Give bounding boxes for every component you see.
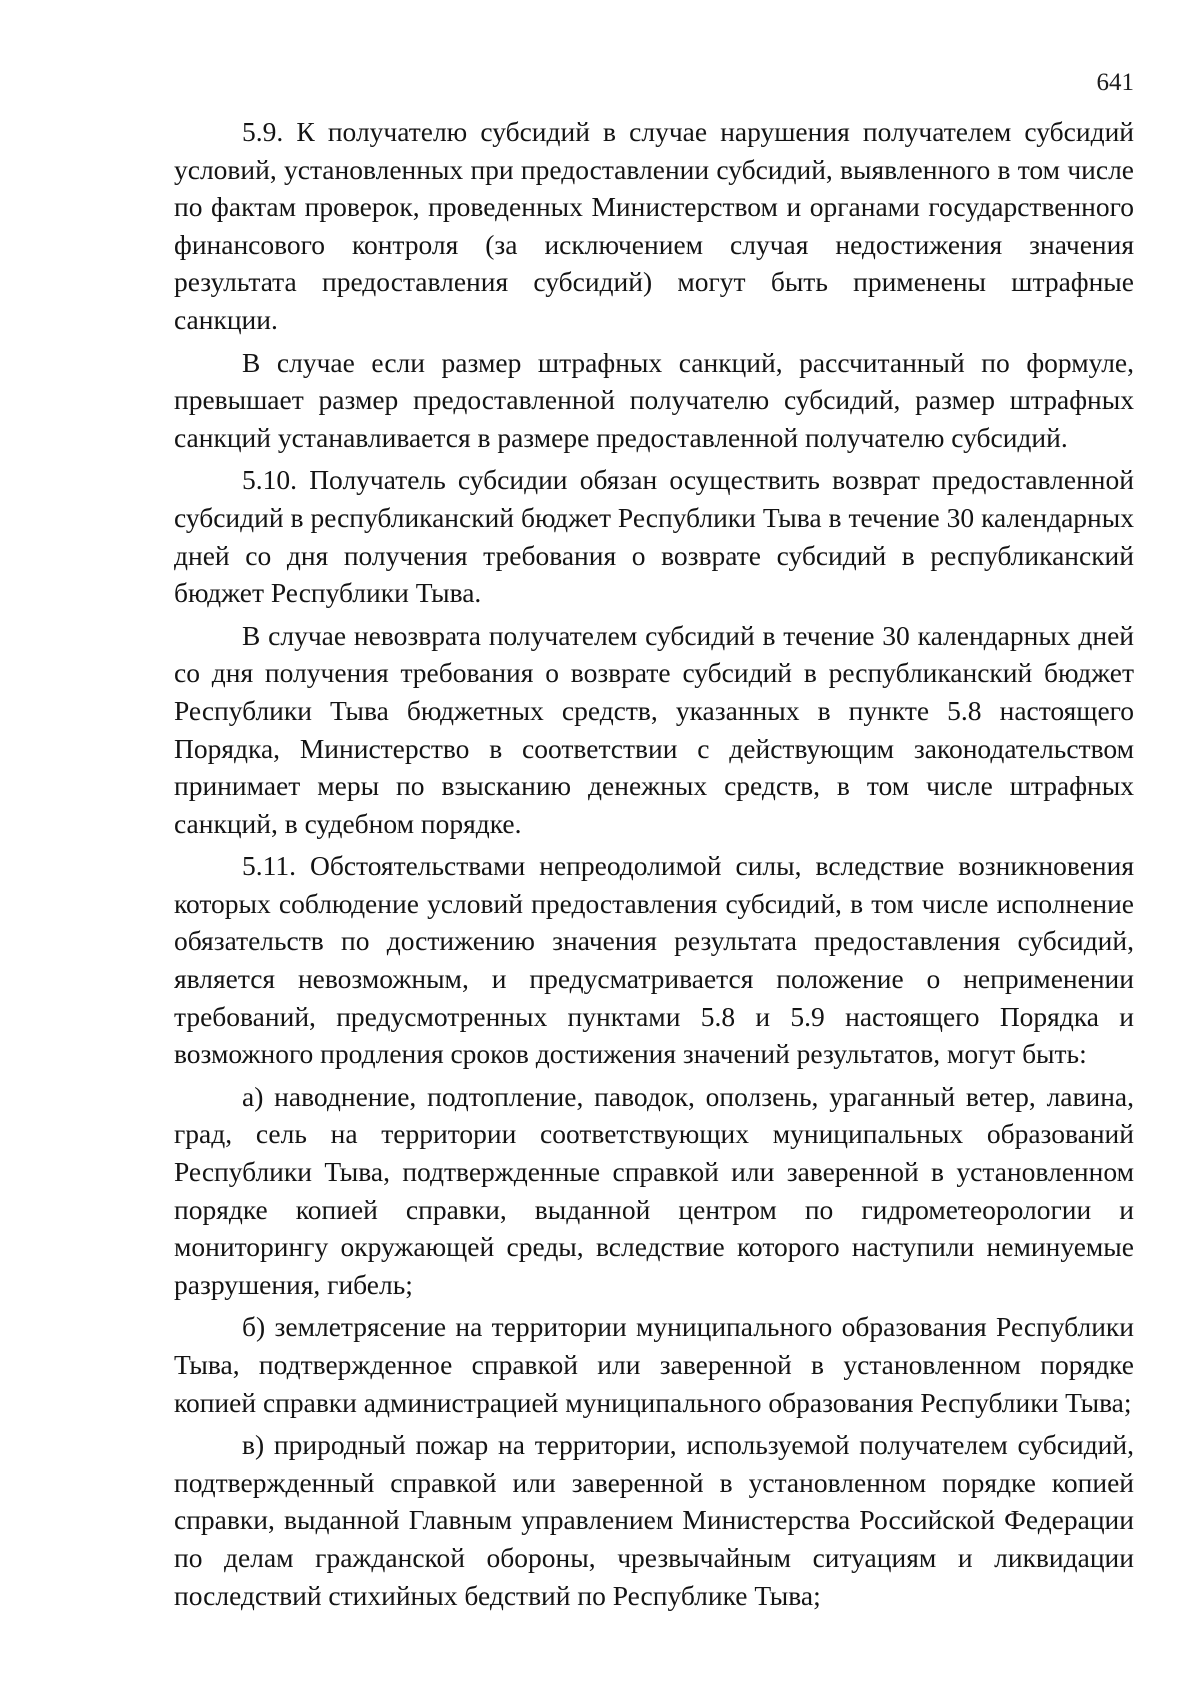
document-body: [174, 113, 1134, 1614]
paragraph-5-10: 5.10. Получатель субсидии обязан осуществить возврат предоставленной субсидий в республиканский бюджет Республики Тыва в течение 30 календарных дней со дня получения требования о возврате субсидий в республиканский бюджет Республики Тыва.: [174, 464, 1134, 609]
list-item-v: в) природный пожар на территории, используемой получателем субсидий, подтвержденный справкой или заверенной в установленном порядке копией справки, выданной Главным управлением Министерства Российской Федерации по делам гражданской обороны, чрезвычайным ситуациям и ликвидации последствий стихийных бедствий по Республике Тыва;: [174, 1429, 1134, 1611]
list-item-b: б) землетрясение на территории муниципального образования Республики Тыва, подтвержденное справкой или заверенной в установленном порядке копией справки администрацией муниципального образования Республики Тыва;: [174, 1311, 1134, 1418]
paragraph-5-11: 5.11. Обстоятельствами непреодолимой силы, вследствие возникновения которых соблюдение условий предоставления субсидий, в том числе исполнение обязательств по достижению значения результата предоставления субсидий, является невозможным, и предусматривается положение о неприменении требований, предусмотренных пунктами 5.8 и 5.9 настоящего Порядка и возможного продления сроков достижения значений результатов, могут быть:: [174, 850, 1134, 1070]
paragraph-5-9: 5.9. К получателю субсидий в случае нарушения получателем субсидий условий, установленных при предоставлении субсидий, выявленного в том числе по фактам проверок, проведенных Министерством и органами государственного финансового контроля (за исключением случая недостижения значения результата предоставления субсидий) могут быть применены штрафные санкции.: [174, 116, 1134, 335]
page-number: 641: [1096, 69, 1134, 96]
list-item-a: а) наводнение, подтопление, паводок, оползень, ураганный ветер, лавина, град, сель на территории соответствующих муниципальных образований Республики Тыва, подтвержденные справкой или заверенной в установленном порядке копией справки, выданной центром по гидрометеорологии и мониторингу окружающей среды, вследствие которого наступили неминуемые разрушения, гибель;: [174, 1080, 1134, 1300]
paragraph-penalty-limit: В случае если размер штрафных санкций, рассчитанный по формуле, превышает размер предоставленной получателю субсидий, размер штрафных санкций устанавливается в размере предоставленной получателю субсидий.: [174, 346, 1134, 453]
paragraph-non-return: В случае невозврата получателем субсидий в течение 30 календарных дней со дня получения требования о возврате субсидий в республиканский бюджет Республики Тыва бюджетных средств, указанных в пункте 5.8 настоящего Порядка, Министерство в соответствии с действующим законодательством принимает меры по взысканию денежных средств, в том числе штрафных санкций, в судебном порядке.: [174, 619, 1134, 839]
